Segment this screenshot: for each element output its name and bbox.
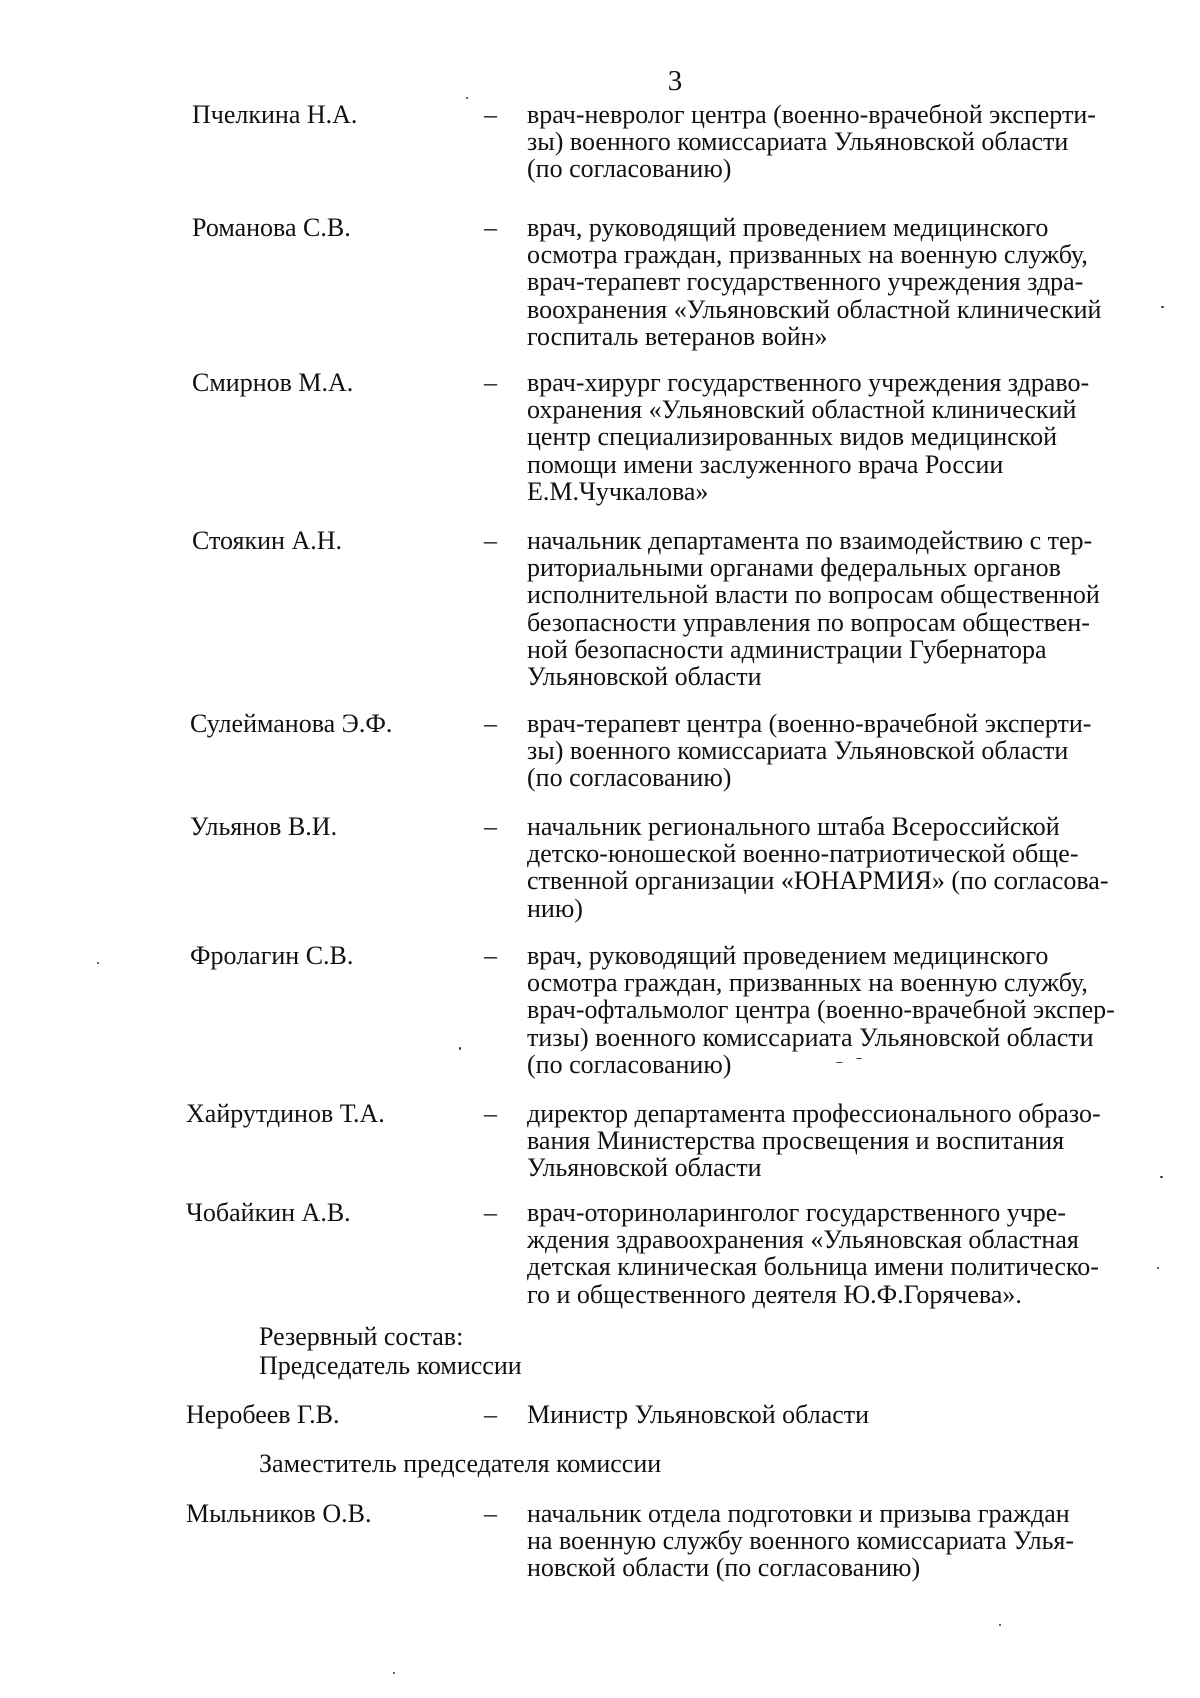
member-name: Сулейманова Э.Ф. xyxy=(190,709,393,738)
scan-speck xyxy=(466,97,468,99)
member-name: Мыльников О.В. xyxy=(186,1499,372,1528)
member-dash: – xyxy=(484,941,497,970)
member-name: Романова С.В. xyxy=(192,213,351,242)
member-role: Министр Ульяновской области xyxy=(527,1400,870,1429)
member-name: Хайрутдинов Т.А. xyxy=(186,1099,385,1128)
member-role: врач, руководящий проведением медицинского осмотра граждан, призванных на военную службу, врач-терапевт государственного учреждения здра- воохранения «Ульяновский областной клинический госпиталь ветеранов войн» xyxy=(527,213,1102,351)
deputy-label: Заместитель председателя комиссии xyxy=(259,1449,662,1478)
member-name: Фролагин С.В. xyxy=(190,941,354,970)
scan-speck xyxy=(999,1624,1001,1626)
member-name: Неробеев Г.В. xyxy=(186,1400,340,1429)
member-dash: – xyxy=(484,368,497,397)
scan-speck xyxy=(856,1058,862,1059)
member-name: Ульянов В.И. xyxy=(190,812,338,841)
member-role: начальник отдела подготовки и призыва граждан на военную службу военного комиссариата Улья- новской области (по согласованию) xyxy=(527,1499,1075,1583)
member-role: врач, руководящий проведением медицинского осмотра граждан, призванных на военную службу, врач-офтальмолог центра (военно-врачебной экспер- тизы) военного комиссариата Ульяновской области (по согласованию) xyxy=(527,941,1115,1079)
member-dash: – xyxy=(484,1400,497,1429)
member-dash: – xyxy=(484,1099,497,1128)
scan-speck xyxy=(836,1062,843,1063)
member-role: врач-невролог центра (военно-врачебной эксперти- зы) военного комиссариата Ульяновской области (по согласованию) xyxy=(527,100,1096,184)
member-role: врач-хирург государственного учреждения здраво- охранения «Ульяновский областной клинический центр специализированных видов медицинской помощи имени заслуженного врача России Е.М.Чучкалова» xyxy=(527,368,1090,506)
member-role: директор департамента профессионального образо- вания Министерства просвещения и воспитания Ульяновской области xyxy=(527,1099,1101,1183)
scan-speck xyxy=(1161,306,1164,308)
member-dash: – xyxy=(484,812,497,841)
scan-speck xyxy=(97,962,99,964)
member-role: начальник регионального штаба Всероссийской детско-юношеской военно-патриотической обще- ственной организации «ЮНАРМИЯ» (по согласова- нию) xyxy=(527,812,1109,923)
member-name: Смирнов М.А. xyxy=(192,368,354,397)
chair-label: Председатель комиссии xyxy=(259,1351,522,1380)
member-dash: – xyxy=(484,709,497,738)
member-name: Пчелкина Н.А. xyxy=(192,100,358,129)
member-dash: – xyxy=(484,1499,497,1528)
member-role: врач-терапевт центра (военно-врачебной эксперти- зы) военного комиссариата Ульяновской области (по согласованию) xyxy=(527,709,1092,793)
scan-speck xyxy=(1157,1267,1159,1269)
member-dash: – xyxy=(484,213,497,242)
member-name: Стоякин А.Н. xyxy=(192,526,342,555)
member-dash: – xyxy=(484,526,497,555)
scan-speck xyxy=(459,1047,461,1050)
scan-speck xyxy=(1160,1176,1163,1178)
member-role: начальник департамента по взаимодействию с тер- риториальными органами федеральных органов исполнительной власти по вопросам общественной безопасности управления по вопросам обществен- ной безопасности администрации Губернатора Ульяновской области xyxy=(527,526,1100,692)
member-dash: – xyxy=(484,1198,497,1227)
page-number: 3 xyxy=(667,65,683,97)
scan-speck xyxy=(393,1672,395,1674)
member-dash: – xyxy=(484,100,497,129)
member-role: врач-оториноларинголог государственного учре- ждения здравоохранения «Ульяновская областная детская клиническая больница имени политическо- го и общественного деятеля Ю.Ф.Горячева». xyxy=(527,1198,1099,1309)
member-name: Чобайкин А.В. xyxy=(186,1198,351,1227)
reserve-heading: Резервный состав: xyxy=(259,1322,464,1351)
